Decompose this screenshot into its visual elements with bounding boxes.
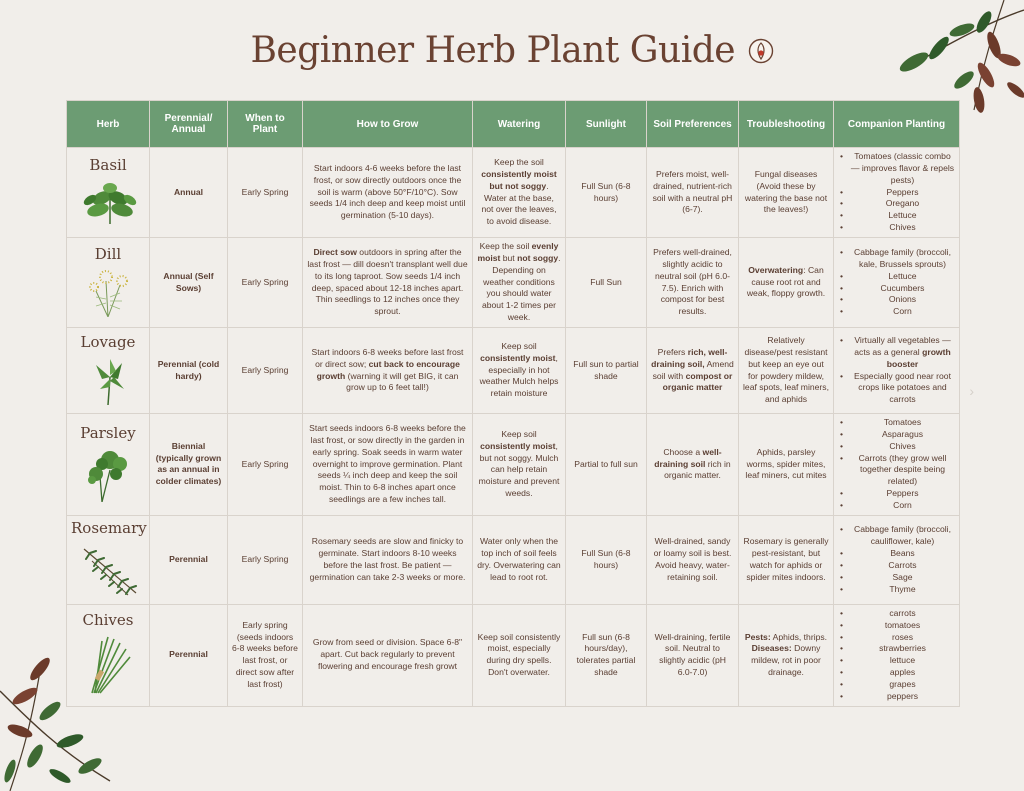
companion-planting-cell xyxy=(834,515,960,604)
companion-planting-cell xyxy=(834,414,960,516)
herb-name: Lovage xyxy=(80,332,136,351)
watering-cell: Keep the soil consistently moist but not soggy. Water at the base, not over the leaves, to avoid disease. xyxy=(473,148,566,238)
herb-name: Dill xyxy=(94,244,122,263)
list-item: • Thyme xyxy=(838,584,955,596)
herb-name: Parsley xyxy=(80,423,136,442)
list-item: • Carrots xyxy=(838,560,955,572)
dill-plant-icon xyxy=(75,267,145,321)
companion-list xyxy=(838,524,955,595)
how-to-grow-cell: Start indoors 6-8 weeks before last frost or direct sow; cut back to encourage growth (warning it will get BIG, it can grow up to 6 feet tall!) xyxy=(303,328,473,414)
troubleshooting-cell: Aphids, parsley worms, spider mites, leaf miners, cut mites xyxy=(739,414,834,516)
seed-badge-icon xyxy=(748,38,774,64)
herb-cell xyxy=(67,148,150,238)
when-to-plant-cell: Early Spring xyxy=(228,238,303,328)
sunlight-cell: Full Sun (6-8 hours) xyxy=(566,515,647,604)
list-item: • Cabbage family (broccoli, kale, Brussels sprouts) xyxy=(838,247,955,271)
sunlight-cell: Full sun (6-8 hours/day), tolerates partial shade xyxy=(566,604,647,706)
watering-cell: Keep soil consistently moist, but not soggy. Mulch can help retain moisture and prevent weeds. xyxy=(473,414,566,516)
watering-cell: Water only when the top inch of soil feels dry. Overwatering can lead to root rot. xyxy=(473,515,566,604)
list-item: • Virtually all vegetables — acts as a general growth booster xyxy=(838,335,955,371)
soil-cell: Prefers rich, well-draining soil, Amend soil with compost or organic matter xyxy=(647,328,739,414)
header-watering: Watering xyxy=(473,101,566,148)
herb-guide-table xyxy=(66,100,960,707)
herb-cell xyxy=(67,414,150,516)
list-item: • Tomatoes (classic combo — improves flavor & repels pests) xyxy=(838,151,955,187)
header-troubleshooting: Troubleshooting xyxy=(739,101,834,148)
list-item: • Peppers xyxy=(838,187,955,199)
list-item: • Corn xyxy=(838,500,955,512)
companion-list xyxy=(838,151,955,234)
list-item: • Especially good near root crops like potatoes and carrots xyxy=(838,371,955,407)
companion-list xyxy=(838,247,955,318)
list-item: • Corn xyxy=(838,306,955,318)
when-to-plant-cell: Early Spring xyxy=(228,414,303,516)
companion-planting-cell xyxy=(834,604,960,706)
list-item: • Tomatoes xyxy=(838,417,955,429)
herb-cell xyxy=(67,238,150,328)
companion-planting-cell xyxy=(834,148,960,238)
companion-list xyxy=(838,608,955,703)
page-title: Beginner Herb Plant Guide xyxy=(250,30,736,71)
list-item: • Oregano xyxy=(838,198,955,210)
troubleshooting-cell: Fungal diseases (Avoid these by watering the base not the leaves!) xyxy=(739,148,834,238)
list-item: • strawberries xyxy=(838,643,955,655)
perennial-cell: Perennial xyxy=(150,515,228,604)
table-header-row xyxy=(67,101,960,148)
header-companion-planting: Companion Planting xyxy=(834,101,960,148)
troubleshooting-cell: Relatively disease/pest resistant but keep an eye out for powdery mildew, leaf spots, leaf miners, and aphids xyxy=(739,328,834,414)
list-item: • Chives xyxy=(838,222,955,234)
title-block xyxy=(0,30,1024,71)
perennial-cell: Perennial xyxy=(150,604,228,706)
list-item: • apples xyxy=(838,667,955,679)
lovage-plant-icon xyxy=(75,355,145,409)
list-item: • Sage xyxy=(838,572,955,584)
list-item: • Peppers xyxy=(838,488,955,500)
table-row xyxy=(67,238,960,328)
when-to-plant-cell: Early Spring xyxy=(228,148,303,238)
list-item: • Cabbage family (broccoli, cauliflower, kale) xyxy=(838,524,955,548)
when-to-plant-cell: Early spring (seeds indoors 6-8 weeks before last frost, or direct sow after last frost) xyxy=(228,604,303,706)
table-row xyxy=(67,148,960,238)
header-soil-preferences: Soil Preferences xyxy=(647,101,739,148)
herb-cell xyxy=(67,604,150,706)
perennial-cell: Perennial (cold hardy) xyxy=(150,328,228,414)
sunlight-cell: Partial to full sun xyxy=(566,414,647,516)
herb-cell xyxy=(67,328,150,414)
list-item: • peppers xyxy=(838,691,955,703)
list-item: • tomatoes xyxy=(838,620,955,632)
perennial-cell: Annual xyxy=(150,148,228,238)
companion-planting-cell xyxy=(834,328,960,414)
how-to-grow-cell: Start indoors 4-6 weeks before the last frost, or sow directly outdoors once the soil is warm (above 50°F/10°C). Sow seeds 1/4 inch deep and keep moist until germination (5-10 days). xyxy=(303,148,473,238)
perennial-cell: Biennial (typically grown as an annual in colder climates) xyxy=(150,414,228,516)
header-when-to-plant: When to Plant xyxy=(228,101,303,148)
troubleshooting-cell: Pests: Aphids, thrips. Diseases: Downy mildew, rot in poor drainage. xyxy=(739,604,834,706)
list-item: • Cucumbers xyxy=(838,283,955,295)
list-item: • lettuce xyxy=(838,655,955,667)
herb-name: Rosemary xyxy=(71,518,147,537)
herb-name: Basil xyxy=(89,155,127,174)
soil-cell: Well-drained, sandy or loamy soil is best. Avoid heavy, water-retaining soil. xyxy=(647,515,739,604)
companion-list xyxy=(838,335,955,406)
chevron-right-icon: › xyxy=(969,383,974,399)
soil-cell: Prefers moist, well-drained, nutrient-rich soil with a neutral pH (6-7). xyxy=(647,148,739,238)
sunlight-cell: Full sun to partial shade xyxy=(566,328,647,414)
header-herb: Herb xyxy=(67,101,150,148)
troubleshooting-cell: Overwatering: Can cause root rot and weak, floppy growth. xyxy=(739,238,834,328)
sunlight-cell: Full Sun xyxy=(566,238,647,328)
list-item: • Onions xyxy=(838,294,955,306)
header-perennial: Perennial/ Annual xyxy=(150,101,228,148)
soil-cell: Choose a well-draining soil rich in organic matter. xyxy=(647,414,739,516)
watering-cell: Keep soil consistently moist, especially during dry spells. Don't overwater. xyxy=(473,604,566,706)
perennial-cell: Annual (Self Sows) xyxy=(150,238,228,328)
watering-cell: Keep soil consistently moist, especially in hot weather Mulch helps retain moisture xyxy=(473,328,566,414)
list-item: • Lettuce xyxy=(838,271,955,283)
list-item: • Beans xyxy=(838,548,955,560)
list-item: • Lettuce xyxy=(838,210,955,222)
basil-plant-icon xyxy=(75,178,145,230)
sunlight-cell: Full Sun (6-8 hours) xyxy=(566,148,647,238)
soil-cell: Prefers well-drained, slightly acidic to neutral soil (pH 6.0-7.5). Enrich with compost for best results. xyxy=(647,238,739,328)
companion-planting-cell xyxy=(834,238,960,328)
list-item: • Asparagus xyxy=(838,429,955,441)
troubleshooting-cell: Rosemary is generally pest-resistant, but watch for aphids or spider mites indoors. xyxy=(739,515,834,604)
watering-cell: Keep the soil evenly moist but not soggy. Depending on weather conditions you should water about 1-2 times per week. xyxy=(473,238,566,328)
how-to-grow-cell: Grow from seed or division. Space 6-8" apart. Cut back regularly to prevent flowering and encourage fresh growt xyxy=(303,604,473,706)
when-to-plant-cell: Early Spring xyxy=(228,515,303,604)
herb-name: Chives xyxy=(82,611,134,630)
list-item: • Carrots (they grow well together despite being related) xyxy=(838,453,955,489)
list-item: • roses xyxy=(838,632,955,644)
header-how-to-grow: How to Grow xyxy=(303,101,473,148)
parsley-plant-icon xyxy=(75,446,145,506)
chives-plant-icon xyxy=(75,633,145,699)
how-to-grow-cell: Start seeds indoors 6-8 weeks before the last frost, or sow directly in the garden in early spring. Soak seeds in warm water overnight to improve germination. Plant seeds ¼ inch deep and keep the soil moist. Thin to 6-8 inches apart once seedlings are a few inches tall. xyxy=(303,414,473,516)
list-item: • Chives xyxy=(838,441,955,453)
table-row xyxy=(67,604,960,706)
rosemary-plant-icon xyxy=(75,541,145,601)
companion-list xyxy=(838,417,955,512)
herb-cell xyxy=(67,515,150,604)
table-row xyxy=(67,414,960,516)
table-row xyxy=(67,328,960,414)
soil-cell: Well-draining, fertile soil. Neutral to slightly acidic (pH 6.0-7.0) xyxy=(647,604,739,706)
how-to-grow-cell: Direct sow outdoors in spring after the last frost — dill doesn't transplant well due to its long taproot. Sow seeds 1/4 inch deep, spaced about 12-18 inches apart. Thin seedlings to 12 inches once they sprout. xyxy=(303,238,473,328)
how-to-grow-cell: Rosemary seeds are slow and finicky to germinate. Start indoors 8-10 weeks before the last frost. Be patient — germination can take 2-3 weeks or more. xyxy=(303,515,473,604)
list-item: • grapes xyxy=(838,679,955,691)
table-row xyxy=(67,515,960,604)
list-item: • carrots xyxy=(838,608,955,620)
when-to-plant-cell: Early Spring xyxy=(228,328,303,414)
header-sunlight: Sunlight xyxy=(566,101,647,148)
